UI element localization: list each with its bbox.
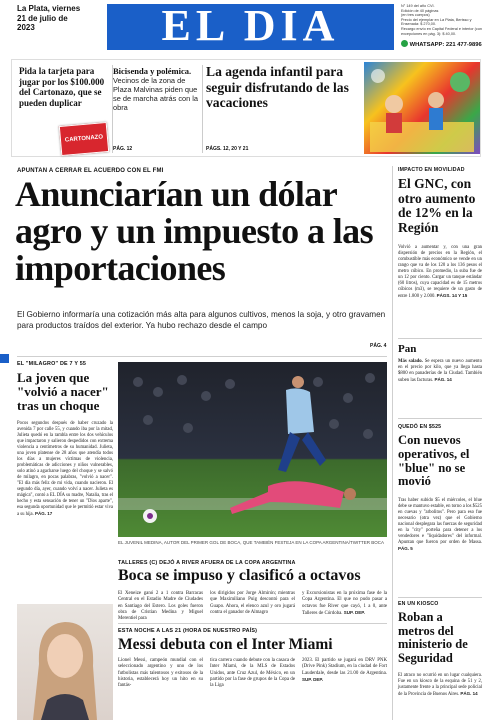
gnc-kicker: IMPACTO EN MOVILIDAD [398, 167, 465, 173]
children-play-image [364, 62, 480, 154]
messi-col-3: 2023. El partido se jugará en DRV PNK (Drive Pink) Stadium, en la ciudad de Fort Lauderdale, desde las 21.00 de Argentina. SUP. DEP. [302, 658, 387, 682]
cartonazo-promo[interactable]: Pida la tarjeta para jugar por los $100.000 del Cartonazo, que se pueden duplicar [19, 66, 105, 108]
boca-headline[interactable]: Boca se impuso y clasificó a octavos [118, 567, 361, 584]
whatsapp-link[interactable]: WHATSAPP: 221 477-9896 [401, 40, 487, 48]
julieta-photo [17, 604, 113, 720]
messi-col-1: Lionel Messi, campeón mundial con el seleccionado argentino y uno de los futbolistas más talentosos y exitosos de la historia, establecerá hoy un hito en su fantás- [118, 658, 203, 689]
boca-col-3: y Excursionistas en la próxima fase de la Copa Argentina. El que no pudo pasar a octavos fue River que cayó, 1 a 0, ante Talleres de Córdoba. SUP. DEP. [302, 591, 387, 616]
main-kicker: APUNTAN A CERRAR EL ACUERDO CON EL FMI [17, 168, 164, 174]
main-headline[interactable]: Anunciarían un dólar agro y un impuesto a las importaciones [15, 174, 373, 288]
whatsapp-icon [401, 40, 408, 47]
edition-info: N° 149 del año CVI. Edición de 40 páginas (en tres cuerpos) Precio del ejemplar en La Plata, Berisso y Ensenada: $ 270,00. Recargo envío en Capital Federal e interior (con excepciones en pág. 3): $ 40,00. [401, 4, 483, 36]
boca-kicker: TALLERES (C) DEJÓ A RIVER AFUERA DE LA COPA ARGENTINA [118, 560, 296, 566]
agenda-page: PÁGS. 12, 20 Y 21 [206, 146, 249, 152]
football-match-image [118, 362, 387, 537]
divider-blue [398, 418, 482, 419]
logo: EL DIA [161, 1, 340, 50]
main-deck: El Gobierno informaría una cotización más alta para algunos cultivos, menos la soja, y otro gravamen para productos traídos del exterior. Ya hubo rechazo desde el campo [17, 310, 386, 330]
messi-col-2: tica carrera cuando debute con la casaca de Inter Miami, de la MLS de Estados Unidos, ante Cruz Azul, de México, en un partido por la fase de grupos de la Copa de la Liga [210, 658, 295, 689]
kiosco-headline: Roban a metros del ministerio de Seguridad [398, 610, 468, 665]
bicisenda-page: PÁG. 12 [113, 146, 133, 152]
milagro-kicker: EL "MILAGRO" DE 7 Y 55 [17, 361, 87, 367]
boca-photo [118, 362, 387, 537]
blue-story[interactable] [398, 424, 482, 553]
kiosco-kicker: EN UN KIOSCO [398, 601, 439, 607]
blue-headline: Con nuevos operativos, el "blue" no se movió [398, 433, 470, 489]
divider-kiosco [398, 597, 482, 598]
agenda-photo [364, 62, 480, 154]
divider-messi [118, 623, 387, 624]
messi-kicker: ESTA NOCHE A LAS 21 (HORA DE NUESTRO PAÍS) [118, 628, 258, 634]
woman-portrait-image [17, 604, 113, 720]
main-page: PÁG. 4 [370, 343, 387, 349]
milagro-body: Pocos segundos después de haber cruzado la avenida 7 por calle 55, y cuando iba por la mitad, Julieta quedó en la rambla entre los dos vehículos que impactaron y salieron despedidos con extrema violencia a centímetros de su humanidad. Julieta, una joven platense de 28 años que atendía todos los días a mujeres víctimas de violencia, problemáticas de adicciones y niños vulnerables, solo atinó a agacharse luego del choque y se salvó de milagro, en pocas palabras, "volvió a nacer". "El día más feliz de mi vida, cuando nacieron. El segundo día, ayer, cuando volví a nacer. Julieta es mágica", contó a EL DÍA su madre, Natalia, tras el hecho y esta sensación de tener un "Dios aparte", esa segunda oportunidad que le permitió estar viva a su hija. PÁG. 17 [17, 420, 113, 518]
milagro-story[interactable] [17, 361, 113, 518]
gnc-story[interactable] [398, 167, 482, 300]
pan-title: Pan [398, 343, 417, 355]
cartonazo-badge: CARTONAZO [64, 134, 104, 144]
divider-pan [398, 338, 482, 339]
divider-left [17, 356, 387, 357]
kiosco-story[interactable] [398, 601, 482, 698]
milagro-headline: La joven que "volvió a nacer" tras un choque [17, 370, 109, 414]
bicisenda-title: Bicisenda y polémica. [113, 66, 192, 76]
messi-headline[interactable]: Messi debuta con el Inter Miami [118, 636, 333, 653]
boca-col-1: El Xeneize ganó 2 a 1 contra Barracas Central en el Estadio Madre de Ciudades en Santiago del Estero. Los goles fueron obra de Cristian Medina y Miguel Merentiel para [118, 591, 203, 622]
promo-divider-2 [202, 65, 203, 153]
gnc-headline: El GNC, con otro aumento de 12% en la Región [398, 176, 476, 235]
agenda-title[interactable]: La agenda infantil para seguir disfrutando de las vacaciones [206, 64, 349, 110]
blue-kicker: QUEDÓ EN $525 [398, 424, 442, 430]
blue-body: Tras haber subido $5 el miércoles, el blue debe se mantuvo estable, en torno a los $525 en cuevas y "arbolitos". Pero para eso fue necesario (otra vez) que el Gobierno nacional desplegara las fuerzas de seguridad en la "city" porteña para detener a los vendedores e "liquidadores" del informal. Apuntan que fueron por orden de Massa. PÁG. 5 [398, 498, 482, 552]
cartonazo-card[interactable] [59, 122, 109, 156]
masthead [0, 0, 491, 56]
photo-caption: EL JUVENIL MEDINA, AUTOR DEL PRIMER GOL DE BOCA, QUE TAMBIÉN FESTEJA EN LA COPA ARGENTINA/TWITTER BOCA [118, 540, 385, 545]
pan-story[interactable] [398, 343, 482, 384]
kiosco-body: El atraco no ocurrió en un lugar cualquiera. Fue en un kiosco de la esquina de 51 y 2, justamente frente a la principal sede policial de la Provincia de Buenos Aires. PÁG. 14 [398, 673, 482, 697]
bicisenda-promo[interactable] [113, 66, 199, 152]
boca-col-2: los dirigidos por Jorge Almirón; mientras que Maximiliano Puig descontó para el Guapo. Ahora, el elenco azul y oro jugará contra el ganador de Almagro [210, 591, 295, 615]
place-date: La Plata, viernes 21 de julio de 2023 [17, 4, 81, 32]
bicisenda-text: Vecinos de la zona de Plaza Malvinas piden que se de marcha atrás con la obra [113, 76, 199, 112]
gnc-body: Volvió a aumentar y, con una gran dispersión de precios en la Región, el combustible más económico se vende en un rango que va de los 120 a los 136 pesos el metro cúbico. En promedio, la suba fue de un 12 por ciento. Cargar un tanque estándar (60 litros), cuya capacidad es de 15 metros cúbicos (m3), se requiere de un gasto de entre 1.800 y 2.000. PÁGS. 14 Y 15 [398, 245, 482, 299]
section-marker [0, 354, 9, 363]
pan-body: Más salado. Se espera un nuevo aumento en el precio por kilo, que ya llega hasta $800 en panaderías de la Ciudad. También suben las facturas. PÁG. 14 [398, 359, 482, 383]
right-column-rule [392, 166, 393, 720]
promo-strip [11, 59, 481, 157]
